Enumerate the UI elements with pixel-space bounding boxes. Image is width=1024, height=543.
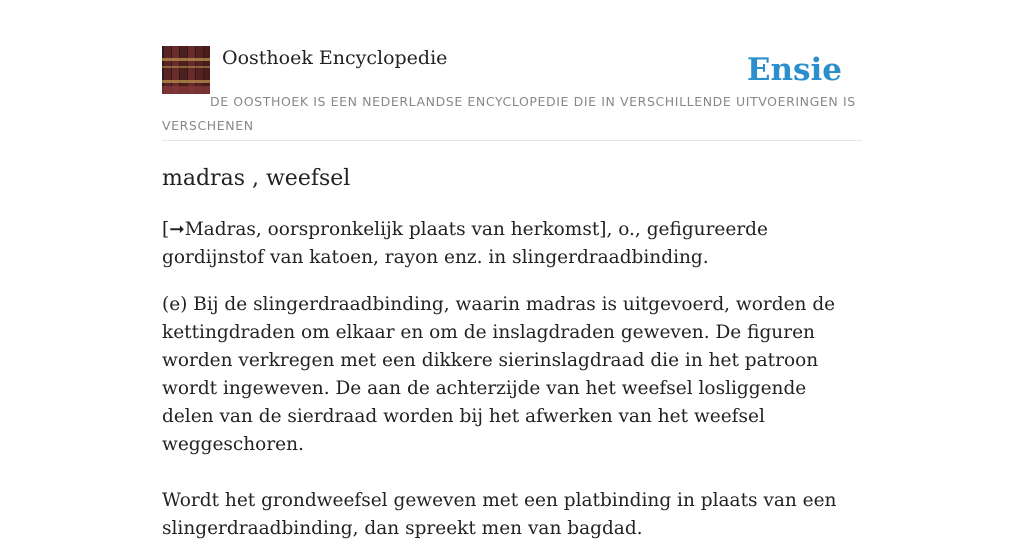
site-name[interactable]: Oosthoek Encyclopedie <box>222 47 448 69</box>
article-paragraph: (e) Bij de slingerdraadbinding, waarin madras is uitgevoerd, worden de kettingdraden om elkaar en om de inslagdraden geweven. De figuren worden verkregen met een dikkere sierinslagdraad die in het patroon wordt ingeweven. De aan de achterzijde van het weefsel losliggende delen van de sierdraad worden bij het afwerken van het weefsel weggeschoren. <box>162 294 836 455</box>
brand-logo[interactable]: Ensie <box>746 52 842 88</box>
site-header <box>162 46 862 141</box>
book-spines-icon[interactable] <box>162 46 210 94</box>
article <box>162 160 862 543</box>
article-paragraph: [➞Madras, oorspronkelijk plaats van herkomst], o., gefigureerde gordijnstof van katoen, rayon enz. in slingerdraadbinding. <box>162 219 768 268</box>
article-title: madras , weefsel <box>162 166 351 191</box>
site-tagline: DE OOSTHOEK IS EEN NEDERLANDSE ENCYCLOPEDIE DIE IN VERSCHILLENDE UITVOERINGEN IS VERSCHENEN <box>162 94 856 133</box>
article-paragraph: Wordt het grondweefsel geweven met een platbinding in plaats van een slingerdraadbinding, dan spreekt men van bagdad. <box>162 490 837 539</box>
